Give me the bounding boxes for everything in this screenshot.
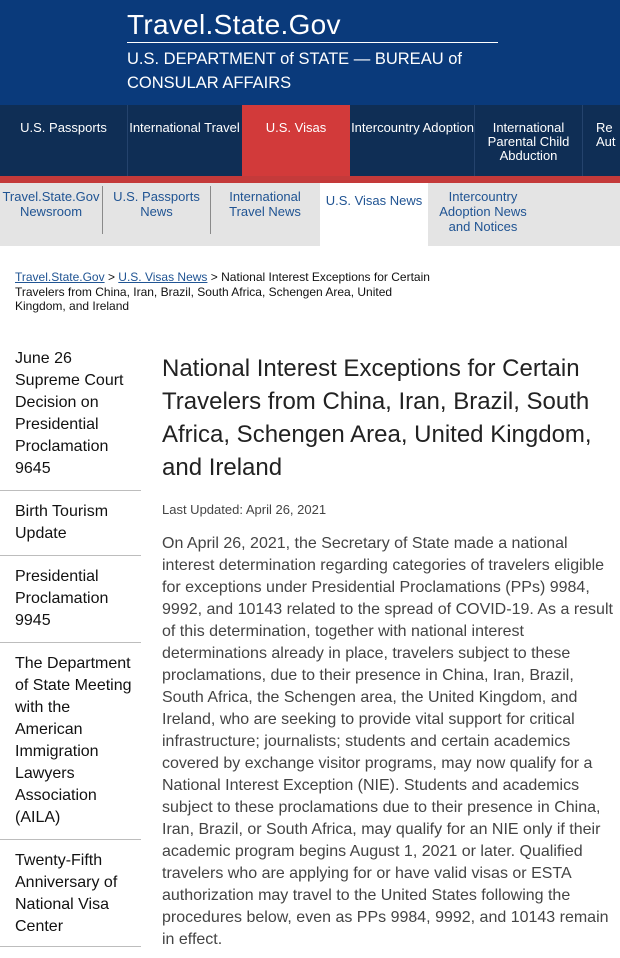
nav-item-truncated[interactable]: Re Aut <box>596 120 616 149</box>
sidebar-item-birth-tourism[interactable]: Birth Tourism Update <box>15 503 109 542</box>
sidebar-item-supreme-court-decision[interactable]: June 26 Supreme Court Decision on Presidential Proclamation 9645 <box>15 350 124 477</box>
nav-accent-band <box>0 176 620 183</box>
breadcrumb-separator: > <box>107 270 115 284</box>
site-title-underline <box>127 42 498 43</box>
sidebar-divider <box>0 946 141 947</box>
subnav-intercountry-adoption-news[interactable]: Intercountry Adoption News and Notices <box>439 189 527 234</box>
sidebar-divider <box>0 555 141 556</box>
sidebar-divider <box>0 642 141 643</box>
page-title: National Interest Exceptions for Certain Travelers from China, Iran, Brazil, South Africa, Schengen Area, United Kingdom, and Ireland <box>162 355 592 481</box>
department-tagline: U.S. DEPARTMENT of STATE — BUREAU of CONSULAR AFFAIRS <box>127 50 462 92</box>
subnav-international-travel-news[interactable]: International Travel News <box>229 189 301 219</box>
sidebar-divider <box>0 490 141 491</box>
nav-intercountry-adoption[interactable]: Intercountry Adoption <box>351 120 474 135</box>
nav-us-passports[interactable]: U.S. Passports <box>20 120 107 135</box>
subnav-newsroom[interactable]: Travel.State.Gov Newsroom <box>2 189 100 219</box>
breadcrumb-home-link[interactable]: Travel.State.Gov <box>15 270 105 284</box>
sidebar-item-aila-meeting[interactable]: The Department of State Meeting with the American Immigration Lawyers Association (AILA) <box>15 655 132 826</box>
nav-international-parental-child-abduction[interactable]: International Parental Child Abduction <box>487 120 570 163</box>
breadcrumb-current: National Interest Exceptions for Certain Travelers from China, Iran, Brazil, South Africa, Schengen Area, United Kingdom, and Ireland <box>15 270 430 313</box>
nav-us-visas[interactable]: U.S. Visas <box>242 105 350 176</box>
breadcrumb <box>15 270 445 314</box>
site-title-link[interactable]: Travel.State.Gov <box>127 9 341 40</box>
subnav-us-visas-news[interactable]: U.S. Visas News <box>320 183 428 246</box>
breadcrumb-visas-news-link[interactable]: U.S. Visas News <box>118 270 208 284</box>
breadcrumb-separator: > <box>210 270 218 284</box>
subnav-us-passports-news[interactable]: U.S. Passports News <box>113 189 200 219</box>
nav-international-travel[interactable]: International Travel <box>129 120 240 135</box>
sidebar-divider <box>0 839 141 840</box>
sidebar-item-proclamation-9945[interactable]: Presidential Proclamation 9945 <box>15 568 109 629</box>
sidebar-item-national-visa-center[interactable]: Twenty-Fifth Anniversary of National Visa Center <box>15 852 118 935</box>
last-updated: Last Updated: April 26, 2021 <box>162 502 327 517</box>
article-body: On April 26, 2021, the Secretary of State made a national interest determination regarding categories of travelers eligible for exceptions under Presidential Proclamations (PPs) 9984, 9992, and 10143 related to the spread of COVID-19. As a result of this determination, together with national interest determinations already in place, travelers subject to these proclamations, due to their presence in China, Iran, Brazil, South Africa, the Schengen area, the United Kingdom, and Ireland, who are seeking to provide vital support for critical infrastructure; journalists; students and certain academics covered by exchange visitor programs, may now qualify for a National Interest Exception (NIE). Students and academics subject to these proclamations due to their presence in China, Iran, Brazil, or South Africa, may qualify for an NIE only if their academic program begins August 1, 2021 or later. Qualified travelers who are applying for or have valid visas or ESTA authorization may travel to the United States following the procedures below, even as PPs 9984, 9992, and 10143 remain in effect. <box>162 535 613 948</box>
